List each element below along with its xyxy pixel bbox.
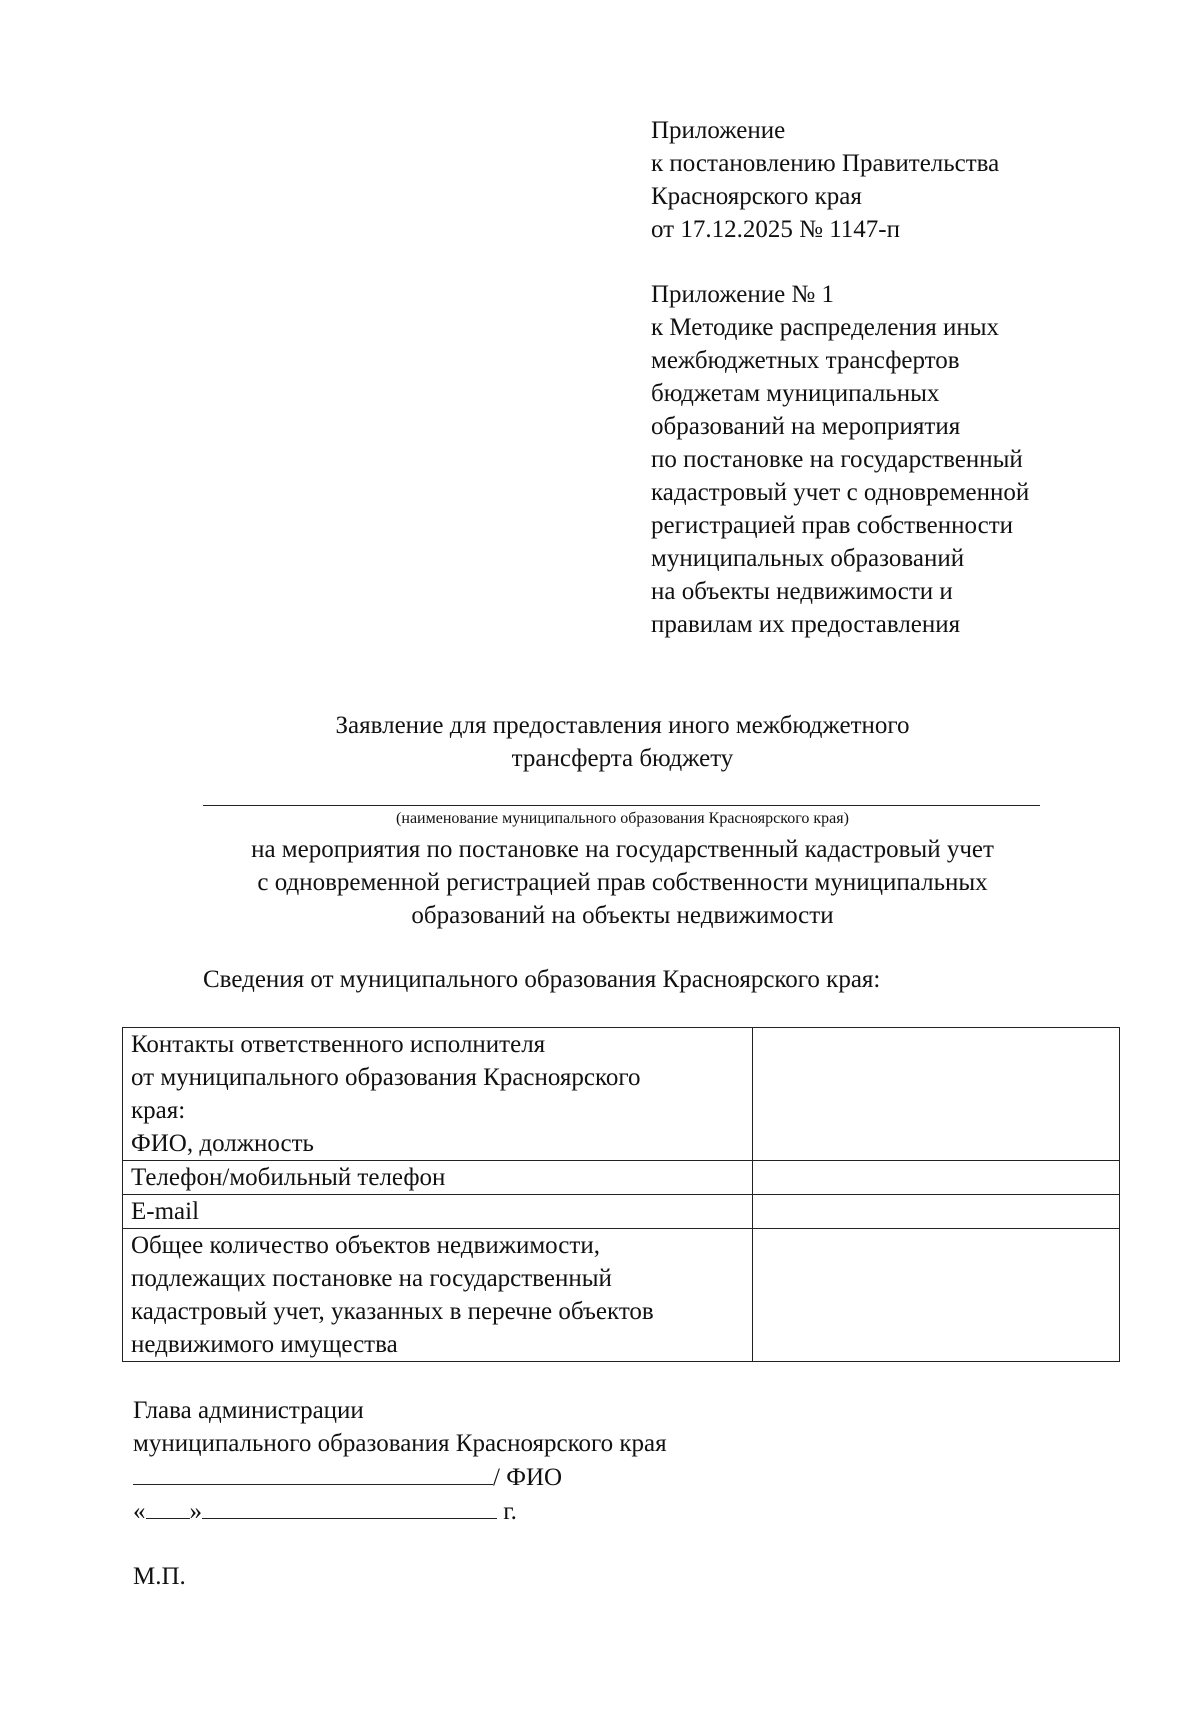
table-label-line: ФИО, должность [131,1130,314,1157]
signature-line [133,1460,1033,1494]
appendix-line: регистрацией прав собственности [651,512,1014,539]
month-blank[interactable] [202,1494,497,1519]
table-label-line: Телефон/мобильный телефон [131,1164,446,1191]
table-value-cell[interactable] [752,1028,1119,1161]
name-suffix: / ФИО [493,1464,563,1491]
day-blank[interactable] [146,1494,190,1519]
appendix-line: муниципальных образований [651,545,965,572]
date-line [133,1494,1033,1528]
table-value-cell[interactable] [752,1161,1119,1195]
table-label-line: Контакты ответственного исполнителя [131,1031,546,1058]
header-line: Приложение [651,117,786,144]
year-suffix: г. [497,1498,517,1525]
date-close-quote: » [189,1498,202,1525]
form-title-line: Заявление для предоставления иного межбюджетного [335,712,910,739]
signatory-title: муниципального образования Красноярского края [133,1430,667,1457]
appendix-line: к Методике распределения иных [651,314,1000,341]
appendix-line: Приложение № 1 [651,281,835,308]
table-label-line: E-mail [131,1198,200,1225]
municipality-blank-caption: (наименование муниципального образования Красноярского края) [396,810,849,827]
municipality-name-blank[interactable] [203,805,1040,806]
form-subject-line: на мероприятия по постановке на государственный кадастровый учет [251,836,994,863]
form-subject [190,833,1055,932]
form-subject-line: образований на объекты недвижимости [411,902,834,929]
table-label-cell [123,1229,753,1362]
table-label-cell [123,1161,753,1195]
table-value-cell[interactable] [752,1195,1119,1229]
table-label-line: кадастровый учет, указанных в перечне объектов [131,1298,654,1325]
info-heading: Сведения от муниципального образования Красноярского края: [203,966,881,993]
table-row [123,1028,1120,1161]
form-title [190,709,1055,775]
appendix-line: правилам их предоставления [651,611,961,638]
header-line: от 17.12.2025 № 1147-п [651,216,900,243]
appendix-line: межбюджетных трансфертов [651,347,960,374]
table-label-line: от муниципального образования Красноярского [131,1064,641,1091]
appendix-line: образований на мероприятия [651,413,961,440]
form-title-line: трансферта бюджету [511,745,734,772]
appendix-line: кадастровый учет с одновременной [651,479,1030,506]
table-label-cell [123,1195,753,1229]
table-label-line: недвижимого имущества [131,1331,398,1358]
date-open-quote: « [133,1498,146,1525]
table-row [123,1229,1120,1362]
stamp-mark: М.П. [133,1563,186,1590]
table-label-line: подлежащих постановке на государственный [131,1265,612,1292]
table-label-line: края: [131,1097,186,1124]
table-value-cell[interactable] [752,1229,1119,1362]
signatory-title: Глава администрации [133,1397,364,1424]
signature-blank[interactable] [133,1460,493,1485]
header-line: Красноярского края [651,183,862,210]
appendix-line: на объекты недвижимости и [651,578,953,605]
appendix-line: бюджетам муниципальных [651,380,940,407]
header-line: к постановлению Правительства [651,150,1000,177]
form-subject-line: с одновременной регистрацией прав собственности муниципальных [257,869,988,896]
appendix-1-block [651,278,1171,641]
signature-block [133,1394,1033,1528]
info-table [122,1027,1120,1362]
table-row [123,1195,1120,1229]
table-label-cell [123,1028,753,1161]
appendix-line: по постановке на государственный [651,446,1023,473]
appendix-header [651,114,1171,246]
table-row [123,1161,1120,1195]
table-label-line: Общее количество объектов недвижимости, [131,1232,600,1259]
